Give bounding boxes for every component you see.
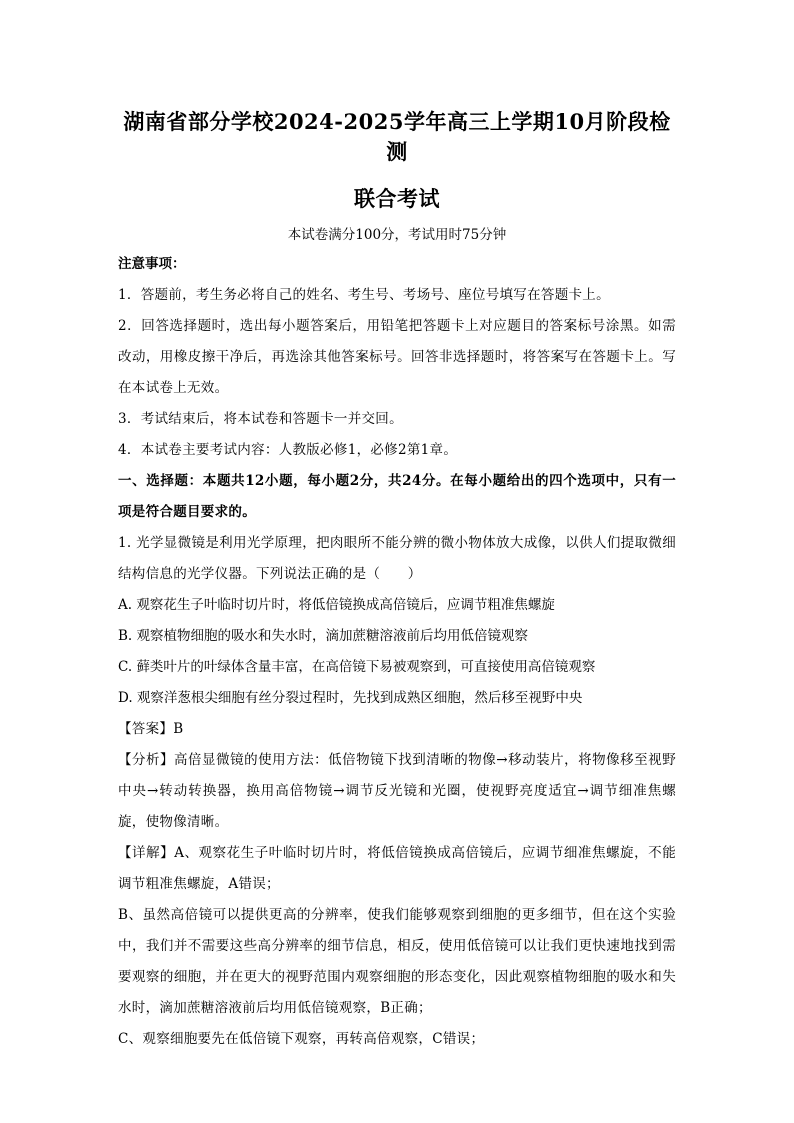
exam-meta: 本试卷满分100分，考试用时75分钟 [287,227,507,243]
section-heading: 一、选择题：本题共12小题，每小题2分，共24分。在每小题给出的四个选项中，只有一项是符合题目要求的。 [118,473,676,520]
answer: 【答案】B [118,721,184,737]
detail-a: 【详解】A、观察花生子叶临时切片时，将低倍镜换成高倍镜后，应调节细准焦螺旋，不能调节粗准焦螺旋，A错误； [118,845,676,892]
page-title: 湖南省部分学校2024-2025学年高三上学期10月阶段检测 [123,109,671,164]
note-item-1: 1．答题前，考生务必将自己的姓名、考生号、考场号、座位号填写在答题卡上。 [118,287,610,303]
detail-c: C、观察细胞要先在低倍镜下观察，再转高倍观察，C错误； [118,1031,485,1047]
detail-b: B、虽然高倍镜可以提供更高的分辨率，使我们能够观察到细胞的更多细节，但在这个实验中，我们并不需要这些高分辨率的细节信息，相反，使用低倍镜可以让我们更快速地找到需要观察的细胞，并在更大的视野范围内观察细胞的形态变化，因此观察植物细胞的吸水和失水时，滴加蔗糖溶液前后均用低倍镜观察，B正确； [118,907,676,1016]
notes-heading: 注意事项： [118,256,186,272]
option-a: A. 观察花生子叶临时切片时，将低倍镜换成高倍镜后，应调节粗准焦螺旋 [118,597,555,613]
note-item-2: 2．回答选择题时，选出每小题答案后，用铅笔把答题卡上对应题目的答案标号涂黑。如需改动，用橡皮擦干净后，再选涂其他答案标号。回答非选择题时，将答案写在答题卡上。写在本试卷上无效。 [118,318,676,396]
option-d: D. 观察洋葱根尖细胞有丝分裂过程时，先找到成熟区细胞，然后移至视野中央 [118,690,583,706]
option-c: C. 藓类叶片的叶绿体含量丰富，在高倍镜下易被观察到，可直接使用高倍镜观察 [118,659,596,675]
question-stem: 1. 光学显微镜是利用光学原理，把肉眼所不能分辨的微小物体放大成像，以供人们提取微细结构信息的光学仪器。下列说法正确的是（ ） [118,535,676,582]
page-subtitle: 联合考试 [354,186,440,211]
note-item-4: 4．本试卷主要考试内容：人教版必修1，必修2第1章。 [118,442,458,458]
option-b: B. 观察植物细胞的吸水和失水时，滴加蔗糖溶液前后均用低倍镜观察 [118,628,529,644]
note-item-3: 3．考试结束后，将本试卷和答题卡一并交回。 [118,411,403,427]
analysis: 【分析】高倍显微镜的使用方法：低倍物镜下找到清晰的物像→移动装片，将物像移至视野中央→转动转换器，换用高倍物镜→调节反光镜和光圈，使视野亮度适宜→调节细准焦螺旋，使物像清晰。 [118,752,676,830]
